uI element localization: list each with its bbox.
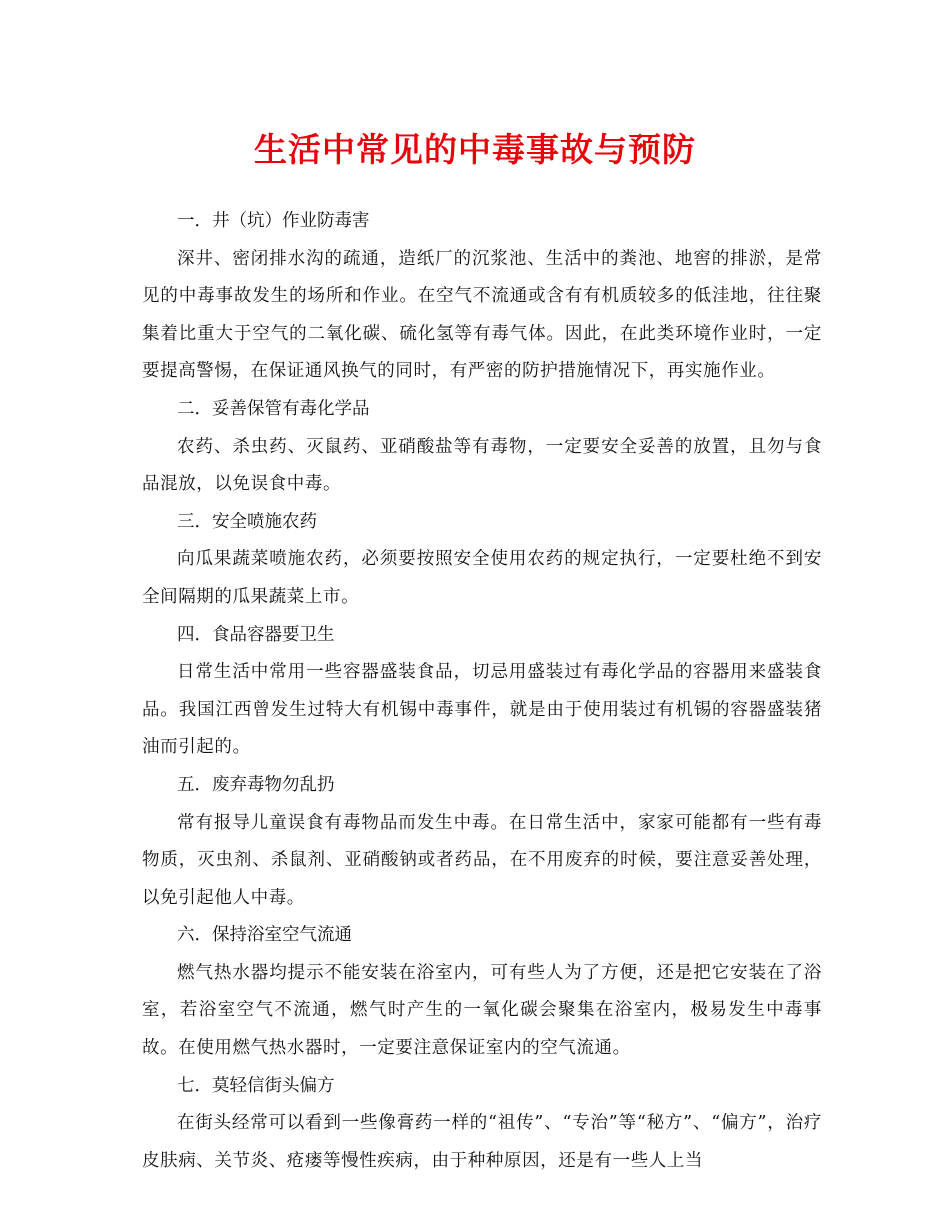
- section-paragraph-5: 常有报导儿童误食有毒物品而发生中毒。在日常生活中，家家可能都有一些有毒物质，灭虫剂、杀鼠剂、亚硝酸钠或者药品，在不用废弃的时候，要注意妥善处理，以免引起他人中毒。: [142, 812, 822, 908]
- section-heading-7: 七．莫轻信街头偏方: [177, 1075, 335, 1096]
- section-heading-4: 四．食品容器要卫生: [177, 624, 335, 645]
- document-body: [142, 203, 822, 1180]
- section-paragraph-6: 燃气热水器均提示不能安装在浴室内，可有些人为了方便，还是把它安装在了浴室，若浴室空气不流通，燃气时产生的一氧化碳会聚集在浴室内，极易发生中毒事故。在使用燃气热水器时，一定要注意保证室内的空气流通。: [142, 962, 822, 1059]
- section-heading-3: 三．安全喷施农药: [177, 511, 317, 532]
- section-paragraph-3: 向瓜果蔬菜喷施农药，必须要按照安全使用农药的规定执行，一定要杜绝不到安全间隔期的瓜果蔬菜上市。: [142, 549, 822, 607]
- section-heading-5: 五．废弃毒物勿乱扔: [177, 774, 335, 795]
- section-heading-1: 一．井（坑）作业防毒害: [177, 211, 370, 231]
- section-paragraph-2: 农药、杀虫药、灭鼠药、亚硝酸盐等有毒物，一定要安全妥善的放置，且勿与食品混放，以免误食中毒。: [142, 436, 822, 495]
- section-paragraph-4: 日常生活中常用一些容器盛装食品，切忌用盛装过有毒化学品的容器用来盛装食品。我国江西曾发生过特大有机锡中毒事件，就是由于使用装过有机锡的容器盛装猪油而引起的。: [142, 662, 822, 758]
- section-heading-2: 二．妥善保管有毒化学品: [177, 398, 370, 419]
- document-title: 生活中常见的中毒事故与预防: [254, 130, 696, 169]
- section-paragraph-1: 深井、密闭排水沟的疏通，造纸厂的沉浆池、生活中的粪池、地窖的排淤，是常见的中毒事故发生的场所和作业。在空气不流通或含有有机质较多的低洼地，往往聚集着比重大于空气的二氧化碳、硫化氢等有毒气体。因此，在此类环境作业时，一定要提高警惕，在保证通风换气的同时，有严密的防护措施情况下，再实施作业。: [142, 248, 822, 382]
- section-paragraph-7: 在街头经常可以看到一些像膏药一样的“祖传”、“专治”等“秘方”、“偏方”，治疗皮肤病、关节炎、疮瘘等慢性疾病，由于种种原因，还是有一些人上当: [142, 1113, 822, 1171]
- section-heading-6: 六．保持浴室空气流通: [177, 925, 352, 946]
